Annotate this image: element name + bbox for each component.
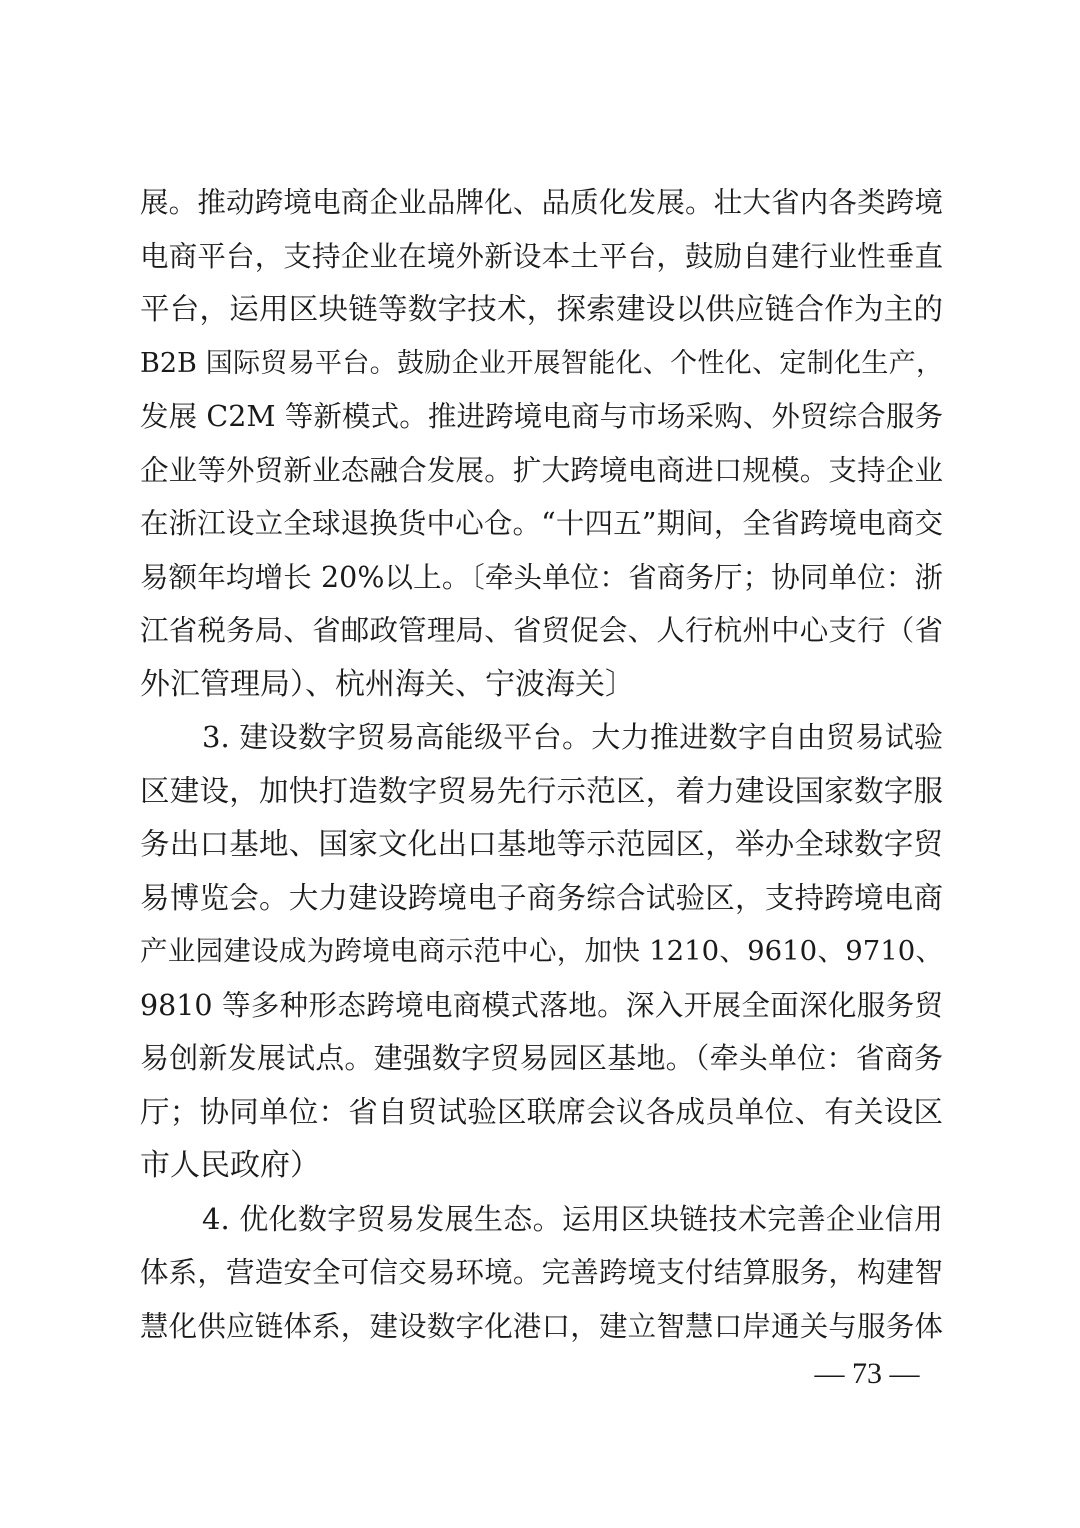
text-line: 区建设，加快打造数字贸易先行示范区，着力建设国家数字服: [140, 773, 943, 808]
text-line: 展。推动跨境电商企业品牌化、品质化发展。壮大省内各类跨境: [140, 186, 943, 219]
text-line: 厅；协同单位：省自贸试验区联席会议各成员单位、有关设区: [140, 1094, 943, 1129]
body-text: [140, 176, 943, 1353]
text-line: 易博览会。大力建设跨境电子商务综合试验区，支持跨境电商: [140, 880, 943, 915]
text-line: 产业园建设成为跨境电商示范中心，加快 1210、9610、9710、: [140, 935, 943, 967]
text-line: B2B 国际贸易平台。鼓励企业开展智能化、个性化、定制化生产，: [140, 347, 943, 379]
text-line: 易创新发展试点。建强数字贸易园区基地。（牵头单位：省商务: [140, 1041, 943, 1075]
text-line: 企业等外贸新业态融合发展。扩大跨境电商进口规模。支持企业: [140, 453, 943, 487]
text-line: 平台，运用区块链等数字技术，探索建设以供应链合作为主的: [140, 292, 943, 326]
text-line: 务出口基地、国家文化出口基地等示范园区，举办全球数字贸: [140, 827, 943, 861]
text-line: 体系，营造安全可信交易环境。完善跨境支付结算服务，构建智: [140, 1256, 943, 1289]
text-line: 在浙江设立全球退换货中心仓。“十四五”期间，全省跨境电商交: [140, 507, 943, 540]
section-heading-line: 4. 优化数字贸易发展生态。运用区块链技术完善企业信用: [202, 1201, 943, 1236]
text-line: 电商平台，支持企业在境外新设本土平台，鼓励自建行业性垂直: [140, 239, 943, 273]
text-line: 发展 C2M 等新模式。推进跨境电商与市场采购、外贸综合服务: [140, 400, 943, 433]
text-line: 江省税务局、省邮政管理局、省贸促会、人行杭州中心支行（省: [140, 614, 943, 647]
page-number: — 73 —: [814, 1357, 920, 1390]
text-line: 9810 等多种形态跨境电商模式落地。深入开展全面深化服务贸: [140, 988, 943, 1022]
text-line: 外汇管理局）、杭州海关、宁波海关〕: [140, 666, 635, 702]
text-line: 易额年均增长 20%以上。〔牵头单位：省商务厅；协同单位：浙: [140, 560, 943, 594]
text-line: 市人民政府）: [140, 1148, 320, 1183]
section-heading-line: 3. 建设数字贸易高能级平台。大力推进数字自由贸易试验: [202, 720, 943, 754]
text-line: 慧化供应链体系，建设数字化港口，建立智慧口岸通关与服务体: [140, 1309, 943, 1343]
